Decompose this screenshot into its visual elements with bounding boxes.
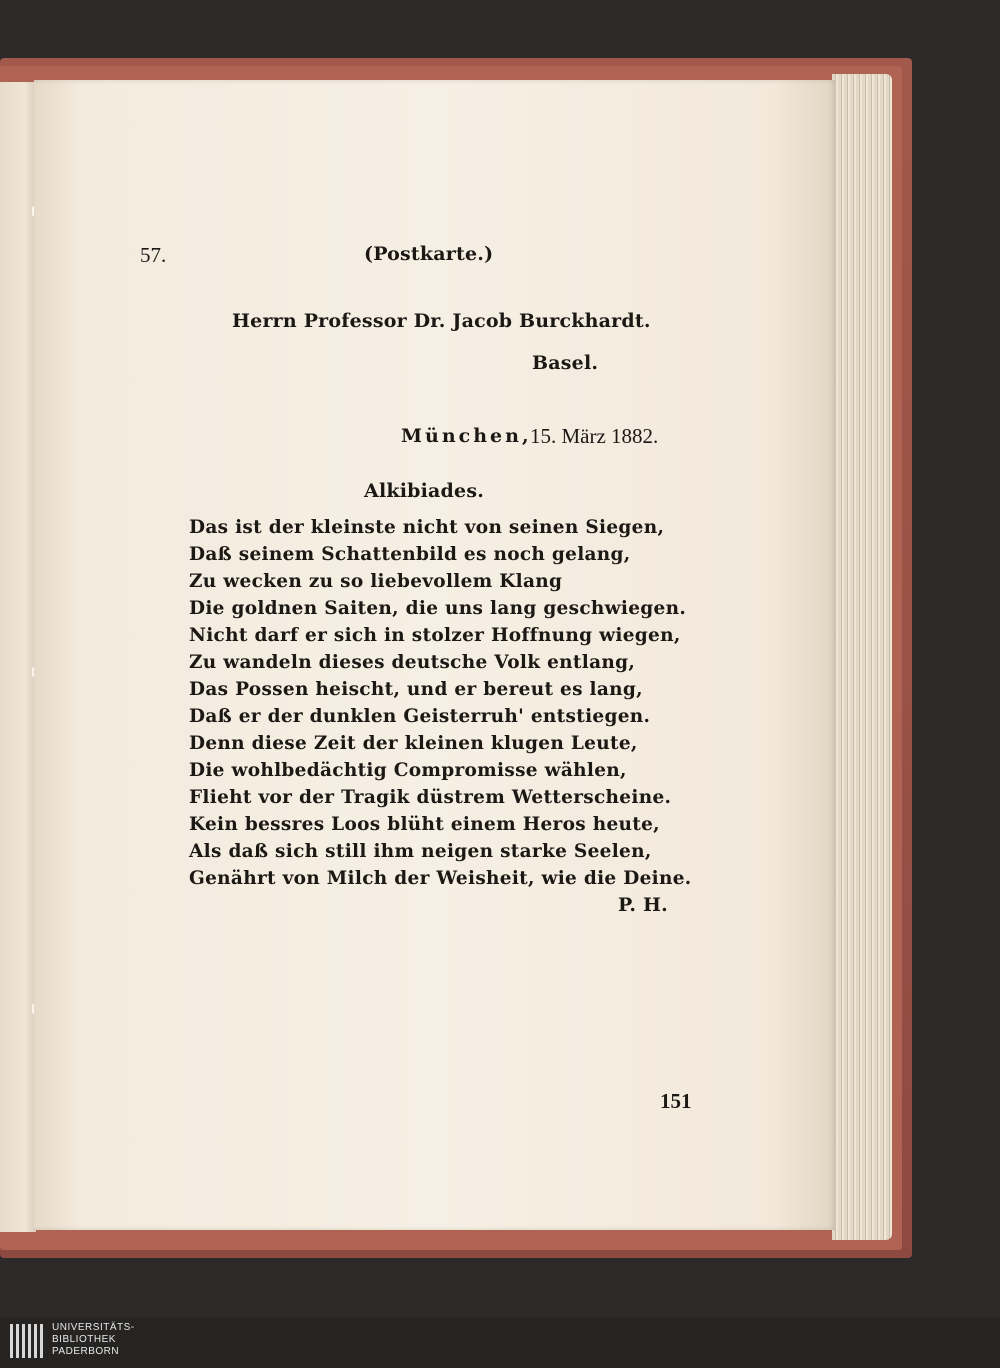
poem-line: Das Possen heischt, und er bereut es lang, bbox=[189, 679, 643, 700]
library-name-line: UNIVERSITÄTS- bbox=[52, 1322, 135, 1333]
library-name-line: BIBLIOTHEK bbox=[52, 1334, 116, 1345]
poem-line: Genährt von Milch der Weisheit, wie die Deine. bbox=[189, 868, 692, 889]
addressee: Herrn Professor Dr. Jacob Burckhardt. bbox=[232, 310, 651, 332]
place: München, bbox=[401, 425, 532, 447]
poem-line: Nicht darf er sich in stolzer Hoffnung wiegen, bbox=[189, 625, 681, 646]
poem-line: Zu wecken zu so liebevollem Klang bbox=[189, 571, 563, 592]
library-name bbox=[52, 1322, 135, 1358]
date: 15. März 1882. bbox=[530, 424, 659, 448]
poem-line: Denn diese Zeit der kleinen klugen Leute, bbox=[189, 733, 638, 754]
letter-type: (Postkarte.) bbox=[364, 243, 494, 265]
library-footer bbox=[0, 1318, 1000, 1368]
signature: P. H. bbox=[618, 894, 668, 916]
page-edges bbox=[832, 74, 892, 1240]
poem-line: Daß er der dunklen Geisterruh' entstiegen. bbox=[189, 706, 651, 727]
poem-line: Als daß sich still ihm neigen starke Seelen, bbox=[189, 841, 652, 862]
poem-title: Alkibiades. bbox=[364, 480, 485, 502]
address-city: Basel. bbox=[532, 352, 599, 374]
letter-number: 57. bbox=[140, 243, 167, 267]
poem-line: Kein bessres Loos blüht einem Heros heute, bbox=[189, 814, 660, 835]
book-page bbox=[34, 80, 836, 1230]
poem-line: Flieht vor der Tragik düstrem Wetterscheine. bbox=[189, 787, 672, 808]
library-name-line: PADERBORN bbox=[52, 1346, 120, 1357]
page-number: 151 bbox=[660, 1089, 692, 1113]
poem-line: Die goldnen Saiten, die uns lang geschwiegen. bbox=[189, 598, 687, 619]
poem-line: Zu wandeln dieses deutsche Volk entlang, bbox=[189, 652, 636, 673]
left-page-edge bbox=[0, 82, 36, 1232]
library-logo-icon bbox=[8, 1322, 46, 1362]
poem-line: Das ist der kleinste nicht von seinen Siegen, bbox=[189, 517, 665, 538]
poem-line: Daß seinem Schattenbild es noch gelang, bbox=[189, 544, 631, 565]
poem-line: Die wohlbedächtig Compromisse wählen, bbox=[189, 760, 627, 781]
